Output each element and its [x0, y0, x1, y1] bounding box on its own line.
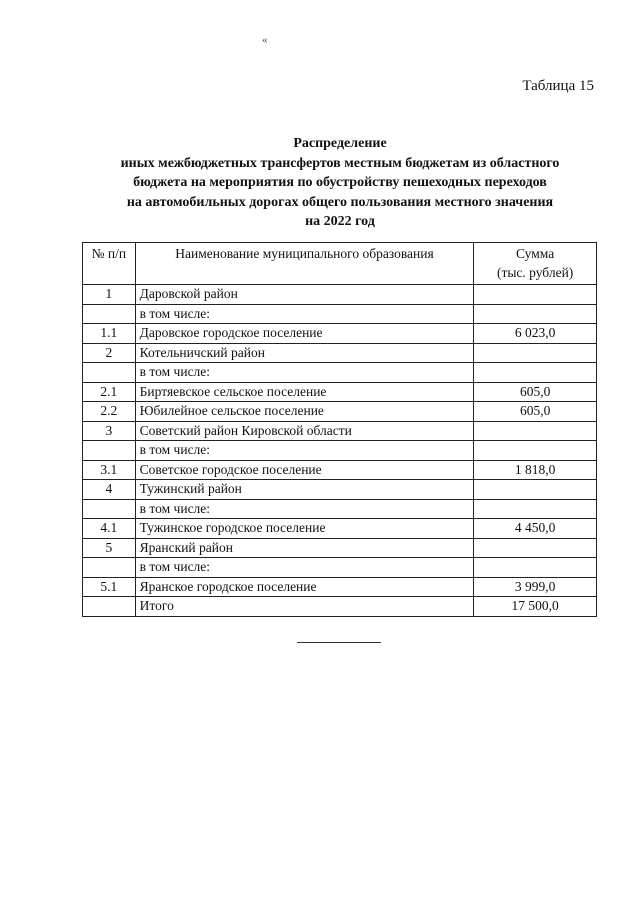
table-row [83, 499, 597, 519]
row-sum [474, 538, 597, 558]
header-sum-line-2: (тыс. рублей) [496, 265, 574, 280]
table-row [83, 519, 597, 539]
table-row [83, 421, 597, 441]
title-line-2: иных межбюджетных трансфертов местным бюджетам из областного [120, 155, 560, 171]
total-label: Итого [135, 597, 474, 617]
row-name: в том числе: [135, 363, 474, 383]
row-num [83, 363, 136, 383]
row-name: Биртяевское сельское поселение [135, 382, 474, 402]
total-sum: 17 500,0 [474, 597, 597, 617]
table-row [83, 382, 597, 402]
table-label: Таблица 15 [522, 78, 594, 94]
row-name: Яранское городское поселение [135, 577, 474, 597]
title-line-5: на 2022 год [305, 214, 375, 229]
row-sum: 3 999,0 [474, 577, 597, 597]
top-mark: « [262, 34, 268, 46]
total-row [83, 597, 597, 617]
row-sum: 605,0 [474, 382, 597, 402]
row-name: Юбилейное сельское поселение [135, 402, 474, 422]
row-name: Тужинское городское поселение [135, 519, 474, 539]
row-sum [474, 304, 597, 324]
row-sum [474, 480, 597, 500]
title-line-3: бюджета на мероприятия по обустройству пешеходных переходов [133, 175, 547, 190]
document-title [80, 134, 600, 232]
row-num: 2 [83, 343, 136, 363]
header-sum [474, 243, 597, 285]
row-num: 3.1 [83, 460, 136, 480]
table-header-row [83, 243, 597, 285]
row-num: 2.2 [83, 402, 136, 422]
table-row [83, 441, 597, 461]
row-name: в том числе: [135, 304, 474, 324]
table-row [83, 460, 597, 480]
row-sum [474, 499, 597, 519]
row-num [83, 304, 136, 324]
row-sum [474, 285, 597, 305]
row-sum [474, 363, 597, 383]
row-num: 3 [83, 421, 136, 441]
row-name: Тужинский район [135, 480, 474, 500]
table-row [83, 538, 597, 558]
row-sum: 4 450,0 [474, 519, 597, 539]
closing-rule [297, 642, 381, 643]
row-num: 5 [83, 538, 136, 558]
table-row [83, 285, 597, 305]
distribution-table [82, 242, 597, 617]
row-name: в том числе: [135, 499, 474, 519]
row-num: 4 [83, 480, 136, 500]
row-num: 2.1 [83, 382, 136, 402]
row-sum: 605,0 [474, 402, 597, 422]
row-num [83, 441, 136, 461]
row-name: Яранский район [135, 538, 474, 558]
header-name: Наименование муниципального образования [135, 243, 474, 285]
row-num [83, 597, 136, 617]
row-sum [474, 421, 597, 441]
row-name: Даровской район [135, 285, 474, 305]
row-num [83, 558, 136, 578]
row-name: Даровское городское поселение [135, 324, 474, 344]
row-name: Советское городское поселение [135, 460, 474, 480]
row-name: Котельничский район [135, 343, 474, 363]
table-row [83, 304, 597, 324]
row-sum: 1 818,0 [474, 460, 597, 480]
table-row [83, 480, 597, 500]
title-line-4: на автомобильных дорогах общего пользования местного значения [126, 194, 554, 210]
row-num: 1.1 [83, 324, 136, 344]
row-num: 1 [83, 285, 136, 305]
header-num: № п/п [83, 243, 136, 285]
table-row [83, 558, 597, 578]
table-row [83, 324, 597, 344]
row-name: в том числе: [135, 558, 474, 578]
row-name: в том числе: [135, 441, 474, 461]
row-num: 4.1 [83, 519, 136, 539]
title-line-1: Распределение [293, 136, 387, 151]
row-sum [474, 558, 597, 578]
table-row [83, 402, 597, 422]
row-sum [474, 441, 597, 461]
row-sum [474, 343, 597, 363]
table-row [83, 363, 597, 383]
row-sum: 6 023,0 [474, 324, 597, 344]
table-row [83, 577, 597, 597]
row-num [83, 499, 136, 519]
header-sum-line-1: Сумма [516, 246, 555, 261]
row-name: Советский район Кировской области [135, 421, 474, 441]
row-num: 5.1 [83, 577, 136, 597]
table-row [83, 343, 597, 363]
